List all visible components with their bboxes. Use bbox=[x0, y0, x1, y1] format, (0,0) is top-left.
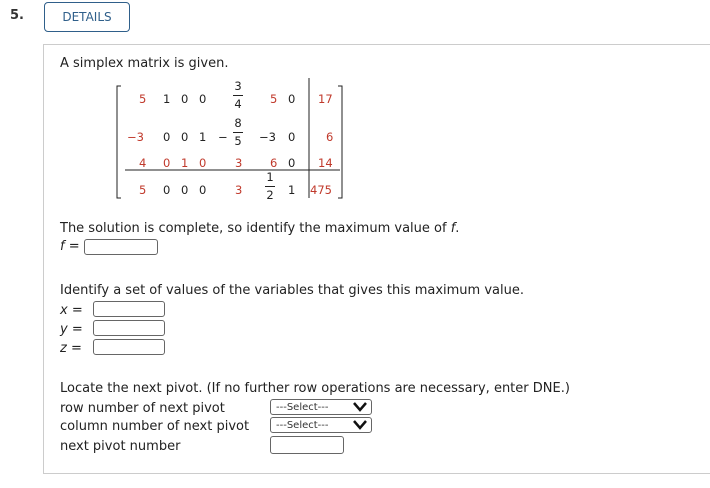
cell-r1-c5-fraction bbox=[232, 80, 244, 111]
cell-r1-c2: 1 bbox=[163, 92, 171, 106]
pivot-instruction-text: Locate the next pivot. (If no further row operations are necessary, enter DNE.) bbox=[60, 381, 570, 396]
column-pivot-select[interactable] bbox=[270, 417, 372, 433]
cell-r2-rhs: 6 bbox=[326, 130, 334, 144]
f-label: f = bbox=[60, 239, 80, 254]
cell-r3-c7: 0 bbox=[288, 156, 296, 170]
cell-r1-c7: 0 bbox=[288, 92, 296, 106]
y-label: y = bbox=[60, 322, 83, 337]
chevron-down-icon bbox=[353, 402, 367, 412]
cell-r2-c5-denominator: 5 bbox=[234, 134, 242, 148]
cell-r2-c7: 0 bbox=[288, 130, 296, 144]
cell-r4-rhs: 475 bbox=[310, 183, 332, 197]
column-pivot-label: column number of next pivot bbox=[60, 419, 250, 434]
z-input[interactable] bbox=[93, 339, 165, 355]
cell-r3-c6: 6 bbox=[270, 156, 278, 170]
cell-r4-c2: 0 bbox=[163, 183, 171, 197]
f-input[interactable] bbox=[84, 239, 158, 255]
cell-r2-c6: −3 bbox=[259, 130, 276, 144]
cell-r3-c2: 0 bbox=[163, 156, 171, 170]
cell-r4-c6-fraction bbox=[264, 171, 276, 202]
cell-r1-c3: 0 bbox=[181, 92, 189, 106]
cell-r4-c7: 1 bbox=[288, 183, 296, 197]
y-input[interactable] bbox=[93, 320, 165, 336]
cell-r2-c5-sign: − bbox=[218, 130, 228, 144]
next-pivot-input[interactable] bbox=[270, 436, 344, 454]
z-label: z = bbox=[60, 341, 82, 356]
cell-r3-c3: 1 bbox=[181, 156, 189, 170]
cell-r4-c1: 5 bbox=[139, 183, 147, 197]
cell-r1-c5-numerator: 3 bbox=[234, 79, 242, 93]
row-pivot-select-value: ---Select--- bbox=[276, 401, 329, 413]
cell-r1-rhs: 17 bbox=[318, 92, 333, 106]
cell-r3-c1: 4 bbox=[139, 156, 147, 170]
details-button[interactable]: DETAILS bbox=[44, 2, 130, 32]
cell-r1-c5-denominator: 4 bbox=[234, 97, 242, 111]
cell-r4-c4: 0 bbox=[199, 183, 207, 197]
chevron-down-icon bbox=[353, 420, 367, 430]
cell-r2-c3: 0 bbox=[181, 130, 189, 144]
cell-r2-c1: −3 bbox=[127, 130, 144, 144]
intro-text: A simplex matrix is given. bbox=[60, 56, 229, 71]
cell-r4-c6-denominator: 2 bbox=[266, 188, 274, 202]
cell-r4-c5: 3 bbox=[235, 183, 243, 197]
row-pivot-label: row number of next pivot bbox=[60, 401, 225, 416]
cell-r1-c6: 5 bbox=[270, 92, 278, 106]
cell-r4-c6-numerator: 1 bbox=[266, 170, 274, 184]
cell-r3-c4: 0 bbox=[199, 156, 207, 170]
x-input[interactable] bbox=[93, 301, 165, 317]
cell-r3-rhs: 14 bbox=[318, 156, 333, 170]
cell-r1-c1: 5 bbox=[139, 92, 147, 106]
cell-r2-c5-numerator: 8 bbox=[234, 116, 242, 130]
next-pivot-label: next pivot number bbox=[60, 439, 181, 454]
column-pivot-select-value: ---Select--- bbox=[276, 419, 329, 431]
cell-r2-c4: 1 bbox=[199, 130, 207, 144]
x-label: x = bbox=[60, 303, 83, 318]
row-pivot-select[interactable] bbox=[270, 399, 372, 415]
cell-r2-c2: 0 bbox=[163, 130, 171, 144]
variables-instruction-text: Identify a set of values of the variables that gives this maximum value. bbox=[60, 283, 524, 298]
cell-r1-c4: 0 bbox=[199, 92, 207, 106]
cell-r2-c5-fraction bbox=[232, 117, 244, 148]
question-number: 5. bbox=[10, 8, 24, 23]
cell-r3-c5: 3 bbox=[235, 156, 243, 170]
solution-complete-text: The solution is complete, so identify the maximum value of f. bbox=[60, 221, 460, 236]
cell-r4-c3: 0 bbox=[181, 183, 189, 197]
